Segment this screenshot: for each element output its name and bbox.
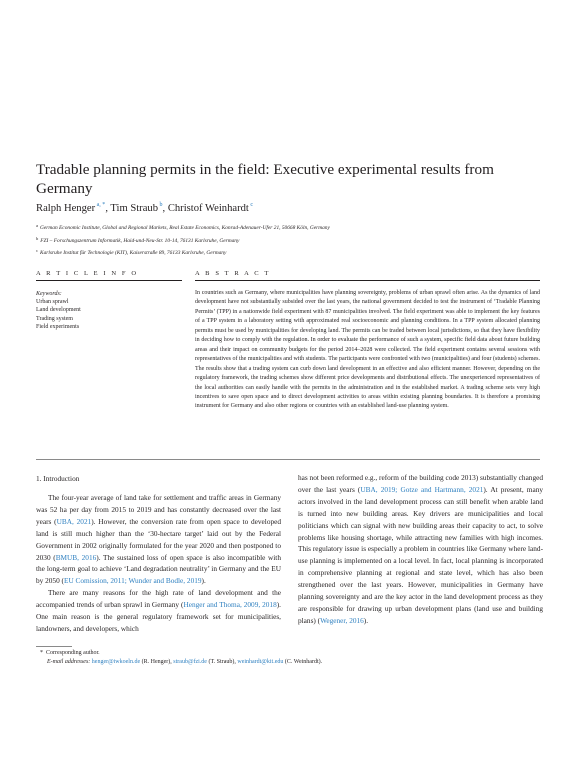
article-info-rule — [36, 280, 182, 281]
author-name: Tim Straub — [110, 203, 159, 214]
body-column-right — [298, 472, 543, 627]
email-owner: (R. Henger), — [140, 659, 174, 665]
keywords-label: Keywords: — [36, 291, 62, 297]
email-label: E-mail addresses: — [47, 659, 91, 665]
body-paragraph: has not been reformed e.g., reform of the building code 2013) substantially changed over the last years (UBA, 2019; Gotze and Hartmann, 2021). At present, many actors involved in the land development process can still benefit when arable land is turned into new building areas. Key drivers are municipalities and local politicians which can signal with new building areas their capacity to act, to solve problems like housing shortage, while attracting new families with high incomes. This regulatory issue is especially a problem in countries like Germany where land-use planning is implemented on a local level. In fact, local planning is incorporated in comprehensive planning at regional and state level, which has also been strengthened over the last years. However, municipalities in Germany have planning sovereignty and are the key actor in the land development process as they are responsible for drawing up urban development plans (land use and building plans) (Wegener, 2016). — [298, 473, 544, 625]
body-paragraph: The four-year average of land take for settlement and traffic areas in Germany was 52 ha per day from 2015 to 2019 and has constantly decreased over the last years (UBA, 2021). However, the conversion rate from open space to developed land is still much higher than the ‘30-hectare target’ laid out by the Federal Government in 2002 originally formulated for the year 2020 and then postponed to 2030 (BMUB, 2016). The sustained loss of open space is also incompatible with the long-term goal to achieve ‘Land degradation neutrality’ in Germany and the EU by 2050 (EU Comission, 2011; Wunder and Bodle, 2019). — [36, 493, 282, 586]
author-affiliation-mark[interactable]: a, * — [95, 202, 106, 208]
footnote-corresponding: * Corresponding author. — [40, 650, 100, 656]
affiliation-list — [36, 221, 330, 259]
footnote-marker: * — [40, 650, 46, 656]
author-name: Christof Weinhardt — [167, 203, 249, 214]
affiliation-mark: a — [36, 223, 38, 228]
footnote-emails — [47, 659, 322, 665]
keyword-list — [36, 298, 81, 332]
abstract-heading: A B S T R A C T — [195, 270, 271, 277]
citation-link[interactable]: BMUB, 2016 — [55, 552, 97, 562]
citation-link[interactable]: UBA, 2019; Gotze and Hartmann, 2021 — [360, 484, 484, 494]
author-list: Ralph Henger $^{a, *}$, Tim Straub $^b$, Christof Weinhardt $^c$ — [36, 202, 254, 214]
section-heading-introduction: 1. Introduction — [36, 474, 80, 483]
citation-link[interactable]: Wegener, 2016 — [320, 615, 364, 625]
email-link[interactable]: straub@fzi.de — [173, 659, 207, 665]
email-owner: (T. Straub), — [206, 659, 238, 665]
citation-link[interactable]: Henger and Thoma, 2009, 2018 — [183, 600, 277, 610]
citation-link[interactable]: EU Comission, 2011; Wunder and Bodle, 2019 — [63, 576, 202, 586]
affiliation-text: German Economic Institute, Global and Regional Markets, Real Estate Economics, Konrad-Adenauer-Ufer 21, 50668 Köln, Germany — [40, 225, 330, 231]
affiliation-text: FZI – Forschungszentrum Informatik, Haid-und-Neu-Str. 10-14, 76131 Karlsruhe, Germany — [40, 237, 240, 244]
affiliation-line — [36, 234, 330, 247]
footnote-rule — [36, 646, 72, 647]
affiliation-line — [36, 246, 330, 259]
citation-link[interactable]: UBA, 2021 — [56, 516, 92, 526]
email-owner: (C. Weinhardt). — [283, 659, 323, 665]
author-affiliation-mark[interactable]: b — [158, 202, 163, 208]
body-column-left — [36, 492, 281, 635]
author-name: Ralph Henger — [36, 203, 96, 214]
abstract-rule — [195, 280, 540, 281]
abstract-text: In countries such as Germany, where municipalities have planning sovereignty, problems of urban sprawl often arise. As the dynamics of land development have not substantially subsided over the last years, the national government decided to test the instrument of ‘Tradable Planning Permits’ (TPP) in a nationwide field experiment with 87 municipalities involved. The field experiment was able to implement the key features of a TPP system in a laboratory setting with approximated real socioeconomic and planning conditions. In a TPP system allocated planning permits must be used by municipalities for developing land. The permits can be traded between local jurisdictions, so that they have flexibility in deciding how to comply with the regulation. In order to evaluate the performance of such a system, specific field data about future building areas and their impact on community budgets for the period 2014–2028 were collected. The field experiment contains several sessions with representatives of the municipalities and with students. The participants were confronted with two (municipalities) and four (students) schemes. The results show that a trading system can curb down land development in an effective and also efficient manner. However, depending on the regulatory framework, the trading schemes show different price developments and distributional effects. The unexperienced representatives of the local authorities can easily handle with the permits in the administration and in the established market. A trading scheme sets very high incentives to save open space and to direct development activities to areas within existing planning boundaries. It is therefore a promising instrument for Germany and also other regions or countries with an established land-use planning system. — [195, 290, 540, 410]
affiliation-line — [36, 221, 330, 234]
abstract-bottom-rule — [36, 459, 540, 460]
keyword-item: Urban sprawl — [36, 299, 69, 305]
article-info-heading: A R T I C L E I N F O — [36, 270, 139, 277]
author-affiliation-mark[interactable]: c — [248, 202, 254, 208]
article-title: Tradable planning permits in the field: Executive experimental results from Germany — [36, 161, 494, 197]
keyword-item: Land development — [36, 307, 81, 314]
keyword-item: Trading system — [36, 315, 73, 322]
email-link[interactable]: henger@iwkoeln.de — [91, 659, 141, 665]
affiliation-mark: b — [36, 235, 39, 241]
body-paragraph: There are many reasons for the high rate of land development and the accompanied trends of urban sprawl in Germany (Henger and Thoma, 2009, 2018). One main reason is the general regulatory framework set for municipalities, landowners, and developers, which — [36, 588, 281, 633]
affiliation-text: Karlsruhe Institut für Technologie (KIT), Kaiserstraße 89, 76133 Karlsruhe, Germany — [40, 250, 227, 256]
keyword-item: Field experiments — [36, 324, 80, 331]
affiliation-mark: c — [36, 248, 38, 253]
email-link[interactable]: weinhardt@kit.edu — [237, 659, 284, 665]
